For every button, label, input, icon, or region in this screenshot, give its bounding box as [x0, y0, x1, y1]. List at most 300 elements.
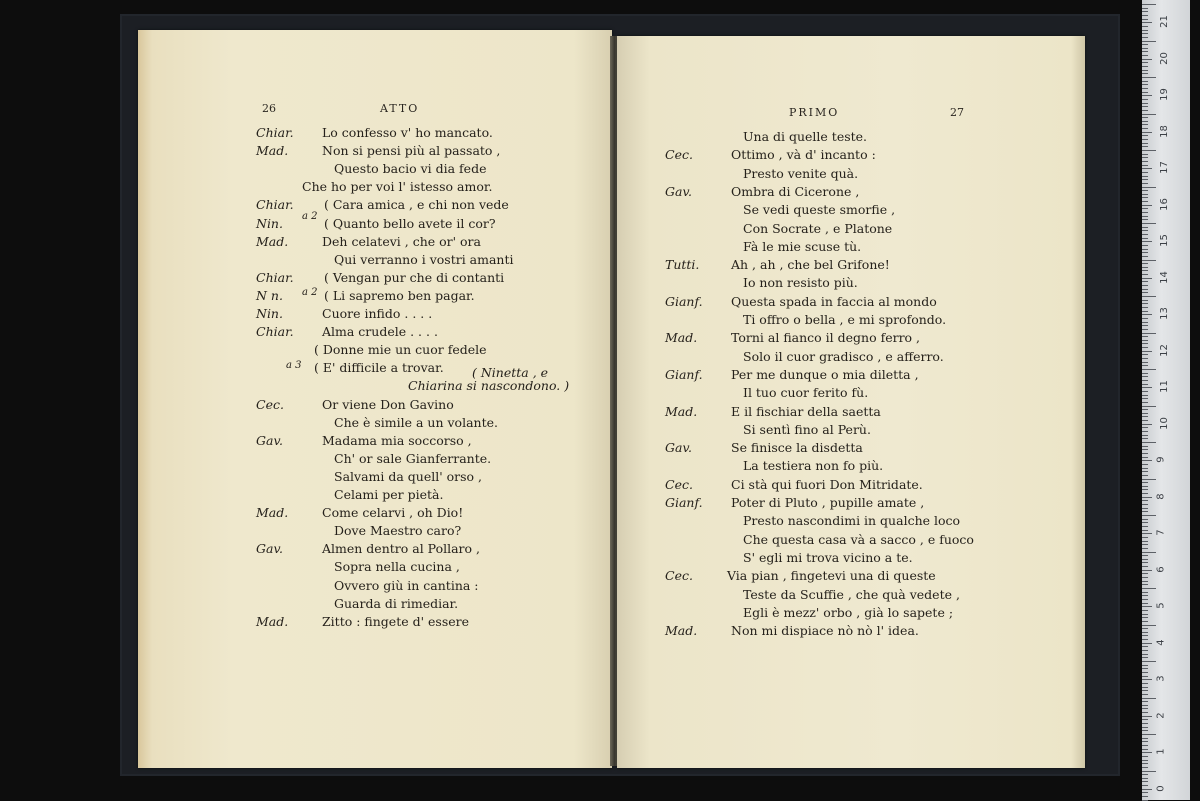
ruler-tick [1142, 219, 1148, 220]
ruler-tick [1142, 135, 1148, 136]
ruler-tick [1142, 238, 1148, 239]
verse-line: ( Cara amica , e chi non vede [324, 197, 509, 213]
ruler-tick [1142, 143, 1148, 144]
ruler-tick [1142, 190, 1148, 191]
ruler-tick [1142, 635, 1148, 636]
verse-line: Se finisce la disdetta [731, 440, 863, 456]
verse-line: Qui verranno i vostri amanti [334, 251, 514, 267]
speaker-label: Cec. [665, 568, 693, 584]
ruler-tick [1142, 603, 1148, 604]
ruler-tick [1142, 683, 1148, 684]
verse-line: Il tuo cuor ferito fù. [743, 385, 869, 401]
left-page [138, 30, 612, 768]
ruler-tick [1142, 256, 1148, 257]
ruler-tick [1142, 475, 1148, 476]
ruler-number: 6 [1155, 565, 1167, 573]
ruler-tick [1142, 431, 1148, 432]
ruler-tick [1142, 245, 1148, 246]
ruler-tick [1142, 599, 1148, 600]
ruler-tick [1142, 387, 1152, 388]
ruler-tick [1142, 625, 1156, 626]
verse-line: ( E' difficile a trovar. [314, 360, 444, 376]
speaker-label: Cec. [665, 476, 693, 492]
ruler-tick [1142, 223, 1156, 224]
ruler-tick [1142, 406, 1156, 407]
ruler-tick [1142, 128, 1148, 129]
right-page [617, 36, 1085, 768]
ruler-tick [1142, 62, 1148, 63]
ruler-tick [1142, 380, 1148, 381]
ruler-tick [1142, 168, 1152, 169]
ruler-tick [1142, 73, 1148, 74]
ruler-tick [1142, 260, 1156, 261]
ruler-tick [1142, 230, 1148, 231]
ruler-tick [1142, 241, 1152, 242]
speaker-label: Gav. [665, 183, 692, 199]
ruler-tick [1142, 657, 1148, 658]
ruler-tick [1142, 59, 1152, 60]
ruler-tick [1142, 22, 1152, 23]
ruler-tick [1142, 745, 1148, 746]
speaker-label: Tutti. [665, 257, 700, 273]
ruler-tick [1142, 95, 1152, 96]
ruler-tick [1142, 8, 1148, 9]
ruler-number: 13 [1158, 307, 1170, 320]
ruler-tick [1142, 497, 1152, 498]
ruler-tick [1142, 70, 1148, 71]
speaker-label: Chiar. [256, 197, 294, 213]
verse-line: Non si pensi più al passato , [322, 143, 501, 159]
ruler-tick [1142, 77, 1156, 78]
ruler-tick [1142, 325, 1148, 326]
ruler-tick [1142, 402, 1148, 403]
ruler-tick [1142, 661, 1156, 662]
ruler-tick [1142, 132, 1152, 133]
ruler-tick [1142, 307, 1148, 308]
ruler-tick [1142, 573, 1148, 574]
ruler-tick [1142, 716, 1152, 717]
verse-line: Dove Maestro caro? [334, 523, 462, 539]
ruler-tick [1142, 216, 1148, 217]
ruler-tick [1142, 205, 1152, 206]
ruler-tick [1142, 303, 1148, 304]
ruler-number: 4 [1155, 638, 1167, 646]
verse-line: Per me dunque o mia diletta , [731, 366, 919, 382]
verse-line: Celami per pietà. [334, 487, 444, 502]
ruler-tick [1142, 650, 1148, 651]
ruler-number: 19 [1158, 88, 1170, 101]
ruler-number: 1 [1155, 748, 1167, 755]
ruler-number: 8 [1155, 492, 1167, 500]
verse-line: Se vedi queste smorfie , [743, 202, 896, 218]
ruler-tick [1142, 249, 1148, 250]
ruler-tick [1142, 610, 1148, 611]
ruler-tick [1142, 727, 1148, 728]
ruler-tick [1142, 285, 1148, 286]
ruler-tick [1142, 581, 1148, 582]
ruler-tick [1142, 161, 1148, 162]
ruler-tick [1142, 4, 1156, 5]
ruler-tick [1142, 479, 1156, 480]
ruler-tick [1142, 157, 1148, 158]
verse-line: Una di quelle teste. [743, 129, 868, 144]
ruler-tick [1142, 420, 1148, 421]
ruler-tick [1142, 446, 1148, 447]
speaker-label: Mad. [665, 623, 698, 639]
ruler-number: 16 [1158, 197, 1170, 211]
ruler-tick [1142, 48, 1148, 49]
ruler-tick [1142, 741, 1148, 742]
speaker-label: Gianf. [665, 293, 703, 309]
ruler-tick [1142, 544, 1148, 545]
ruler-tick [1142, 588, 1156, 589]
ruler-tick [1142, 343, 1148, 344]
verse-line: Questa spada in faccia al mondo [731, 293, 937, 309]
ruler-tick [1142, 460, 1152, 461]
ruler-number: 7 [1155, 529, 1167, 536]
ruler-tick [1142, 471, 1148, 472]
ruler-tick [1142, 333, 1156, 334]
speaker-label: Gianf. [665, 366, 703, 382]
verse-line: Ti offro o bella , e mi sprofondo. [743, 312, 947, 327]
ruler-tick [1142, 792, 1148, 793]
verse-line: ( Vengan pur che di contanti [324, 269, 505, 285]
ruler-tick [1142, 785, 1148, 786]
ruler-tick [1142, 424, 1152, 425]
ruler-number: 12 [1158, 343, 1170, 357]
speaker-label: Cec. [665, 147, 693, 163]
ruler-tick [1142, 489, 1148, 490]
ruler-tick [1142, 767, 1148, 768]
ruler-tick [1142, 409, 1148, 410]
ruler-tick [1142, 336, 1148, 337]
ruler-tick [1142, 449, 1148, 450]
ruler-number: 10 [1158, 416, 1170, 430]
ruler-tick [1142, 318, 1148, 319]
verse-line: Presto venite quà. [743, 165, 859, 181]
ruler-tick [1142, 165, 1148, 166]
ruler-tick [1142, 30, 1148, 31]
ruler-tick [1142, 26, 1148, 27]
verse-line: Si sentì fino al Perù. [743, 421, 871, 437]
ruler-tick [1142, 66, 1148, 67]
ruler-tick [1142, 646, 1148, 647]
ruler-tick [1142, 504, 1148, 505]
ruler-tick [1142, 515, 1156, 516]
ruler-tick [1142, 201, 1148, 202]
verse-line: Ci stà qui fuori Don Mitridate. [731, 476, 923, 492]
ruler-tick [1142, 592, 1148, 593]
speaker-label: Mad. [665, 330, 698, 346]
ruler-tick [1142, 632, 1148, 633]
ruler-tick [1142, 252, 1148, 253]
verse-line: Io non resisto più. [743, 275, 858, 291]
ruler-tick [1142, 719, 1148, 720]
ruler-tick [1142, 617, 1148, 618]
ruler-tick [1142, 44, 1148, 45]
ruler-tick [1142, 416, 1148, 417]
ruler-tick [1142, 763, 1148, 764]
speaker-label: Nin. [256, 306, 283, 321]
ruler-tick [1142, 150, 1156, 151]
ruler-tick [1142, 41, 1156, 42]
verse-line: Deh celatevi , che or' ora [322, 233, 481, 249]
ruler-tick [1142, 234, 1148, 235]
verse-line: Almen dentro al Pollaro , [322, 541, 480, 557]
ruler-tick [1142, 376, 1148, 377]
verse-line: Come celarvi , oh Dio! [322, 505, 464, 521]
ruler-tick [1142, 526, 1148, 527]
ruler-tick [1142, 311, 1148, 312]
verse-line: Alma crudele . . . . [322, 324, 438, 340]
verse-line: Con Socrate , e Platone [743, 220, 893, 236]
ruler-tick [1142, 698, 1156, 699]
verse-line: Presto nascondimi in qualche loco [743, 513, 961, 529]
ruler-tick [1142, 639, 1148, 640]
ruler-tick [1142, 577, 1148, 578]
ruler-tick [1142, 314, 1152, 315]
ruler-tick [1142, 723, 1148, 724]
ruler-tick [1142, 676, 1148, 677]
right-page-header: PRIMO [789, 106, 840, 119]
speaker-label: Gav. [665, 440, 692, 456]
ruler-tick [1142, 438, 1148, 439]
ruler-tick [1142, 92, 1148, 93]
ruler-number: 14 [1158, 270, 1170, 284]
verse-line: Ottimo , và d' incanto : [731, 147, 876, 163]
left-page-number: 26 [262, 102, 276, 115]
ruler-tick [1142, 595, 1148, 596]
speaker-label: Mad. [256, 143, 289, 159]
speaker-label: Gav. [256, 541, 283, 557]
ruler-number: 5 [1155, 602, 1167, 609]
verse-line: Solo il cuor gradisco , e afferro. [743, 348, 944, 364]
verse-line: Madama mia soccorso , [322, 432, 472, 448]
ruler-tick [1142, 548, 1148, 549]
ruler-tick [1142, 672, 1148, 673]
ruler-tick [1142, 468, 1148, 469]
ruler-tick [1142, 628, 1148, 629]
ruler-tick [1142, 413, 1148, 414]
ruler-tick [1142, 457, 1148, 458]
verse-line: Chiarina si nascondono. ) [408, 378, 570, 394]
verse-line: Che è simile a un volante. [334, 414, 498, 430]
ruler-tick [1142, 340, 1148, 341]
ruler-tick [1142, 11, 1148, 12]
ruler-tick [1142, 15, 1148, 16]
ruler-tick [1142, 665, 1148, 666]
ruler-tick [1142, 533, 1152, 534]
ruler-number: 0 [1155, 784, 1167, 792]
a2-mark-1: a 2 [302, 211, 318, 222]
ruler-tick [1142, 789, 1152, 790]
ruler-tick [1142, 511, 1148, 512]
ruler-tick [1142, 679, 1152, 680]
ruler-tick [1142, 621, 1148, 622]
ruler-tick [1142, 705, 1148, 706]
ruler-tick [1142, 117, 1148, 118]
verse-line: Torni al fianco il degno ferro , [731, 330, 921, 346]
ruler-tick [1142, 99, 1148, 100]
ruler-tick [1142, 289, 1148, 290]
ruler-tick [1142, 464, 1148, 465]
a3-mark: a 3 [286, 360, 302, 371]
verse-line: Teste da Scuffie , che quà vedete , [743, 586, 960, 602]
ruler-tick [1142, 212, 1148, 213]
ruler-tick [1142, 771, 1156, 772]
ruler-tick [1142, 274, 1148, 275]
ruler-tick [1142, 552, 1156, 553]
verse-line: Zitto : fingete d' essere [322, 613, 470, 629]
verse-line: Ombra di Cicerone , [731, 183, 860, 199]
ruler-number: 20 [1158, 51, 1170, 65]
ruler-tick [1142, 88, 1148, 89]
speaker-label: Chiar. [256, 269, 294, 285]
speaker-label: N n. [256, 287, 283, 303]
ruler-tick [1142, 493, 1148, 494]
ruler-tick [1142, 752, 1152, 753]
ruler-tick [1142, 183, 1148, 184]
ruler-tick [1142, 391, 1148, 392]
verse-line: Salvami da quell' orso , [334, 468, 483, 484]
ruler-tick [1142, 51, 1148, 52]
verse-line: S' egli mi trova vicino a te. [743, 549, 913, 565]
ruler-tick [1142, 712, 1148, 713]
ruler-tick [1142, 19, 1148, 20]
ruler-tick [1142, 114, 1156, 115]
ruler-number: 21 [1158, 15, 1170, 28]
ruler-tick [1142, 384, 1148, 385]
verse-line: E il fischiar della saetta [731, 403, 881, 419]
ruler-tick [1142, 519, 1148, 520]
ruler-tick [1142, 562, 1148, 563]
verse-line: Or viene Don Gavino [322, 396, 454, 412]
ruler-tick [1142, 774, 1148, 775]
ruler-tick [1142, 322, 1148, 323]
verse-line: Cuore infido . . . . [322, 306, 433, 321]
ruler-tick [1142, 537, 1148, 538]
ruler-tick [1142, 453, 1148, 454]
ruler-tick [1142, 172, 1148, 173]
ruler-tick [1142, 106, 1148, 107]
verse-line: Questo bacio vi dia fede [334, 161, 487, 177]
speaker-label: Mad. [256, 505, 289, 521]
ruler-tick [1142, 584, 1148, 585]
ruler-tick [1142, 139, 1148, 140]
ruler-tick [1142, 176, 1148, 177]
ruler-tick [1142, 555, 1148, 556]
verse-line: Che questa casa và a sacco , e fuoco [743, 531, 974, 547]
verse-line: Non mi dispiace nò nò l' idea. [731, 623, 919, 639]
ruler-tick [1142, 734, 1156, 735]
ruler-tick [1142, 614, 1148, 615]
ruler-tick [1142, 110, 1148, 111]
ruler-tick [1142, 668, 1148, 669]
ruler-tick [1142, 442, 1156, 443]
ruler-tick [1142, 281, 1148, 282]
speaker-label: Gianf. [665, 495, 703, 510]
ruler-tick [1142, 187, 1156, 188]
ruler-tick [1142, 329, 1148, 330]
ruler-tick [1142, 37, 1148, 38]
verse-line: Fà le mie scuse tù. [743, 238, 862, 254]
verse-line: ( Donne mie un cuor fedele [314, 342, 487, 358]
speaker-label: Nin. [256, 215, 283, 231]
stage-direction: ( Ninetta , e [472, 365, 549, 380]
ruler-tick [1142, 756, 1148, 757]
ruler-tick [1142, 121, 1148, 122]
ruler-number: 2 [1155, 711, 1167, 719]
verse-line: La testiera non fo più. [743, 458, 884, 474]
ruler-tick [1142, 362, 1148, 363]
ruler-tick [1142, 369, 1156, 370]
ruler-tick [1142, 570, 1152, 571]
left-page-header: ATTO [380, 102, 420, 115]
ruler-tick [1142, 124, 1148, 125]
ruler-tick [1142, 749, 1148, 750]
ruler-tick [1142, 270, 1148, 271]
verse-line: Via pian , fingetevi una di queste [727, 568, 936, 584]
verse-line: Ch' or sale Gianferrante. [334, 450, 492, 466]
verse-line: Poter di Pluto , pupille amate , [731, 495, 925, 510]
speaker-label: Cec. [256, 396, 284, 412]
ruler-tick [1142, 208, 1148, 209]
ruler-tick [1142, 292, 1148, 293]
ruler-tick [1142, 530, 1148, 531]
ruler-number: 9 [1155, 456, 1167, 463]
a2-mark-2: a 2 [302, 287, 318, 298]
ruler-tick [1142, 482, 1148, 483]
ruler-tick [1142, 55, 1148, 56]
speaker-label: Chiar. [256, 324, 294, 340]
ruler-tick [1142, 654, 1148, 655]
ruler-tick [1142, 179, 1148, 180]
ruler-tick [1142, 522, 1148, 523]
ruler-tick [1142, 781, 1148, 782]
speaker-label: Chiar. [256, 125, 294, 140]
ruler-tick [1142, 760, 1148, 761]
verse-line: Lo confesso v' ho mancato. [322, 125, 493, 140]
ruler-tick [1142, 194, 1148, 195]
ruler-tick [1142, 267, 1148, 268]
ruler-tick [1142, 81, 1148, 82]
speaker-label: Mad. [665, 403, 698, 419]
ruler-tick [1142, 84, 1148, 85]
ruler-tick [1142, 300, 1148, 301]
ruler-tick [1142, 566, 1148, 567]
ruler-tick [1142, 486, 1148, 487]
ruler-tick [1142, 358, 1148, 359]
verse-line: Ah , ah , che bel Grifone! [731, 257, 890, 273]
ruler-tick [1142, 687, 1148, 688]
ruler-tick [1142, 796, 1148, 797]
ruler-tick [1142, 197, 1148, 198]
ruler-tick [1142, 708, 1148, 709]
ruler-tick [1142, 730, 1148, 731]
verse-line: ( Li sapremo ben pagar. [324, 287, 475, 303]
ruler-tick [1142, 398, 1148, 399]
verse-line: Ovvero giù in cantina : [334, 577, 479, 593]
ruler-tick [1142, 227, 1148, 228]
speaker-label: Mad. [256, 233, 289, 249]
ruler-tick [1142, 694, 1148, 695]
verse-line: Che ho per voi l' istesso amor. [302, 179, 493, 195]
right-page-number: 27 [950, 106, 964, 119]
ruler-tick [1142, 690, 1148, 691]
verse-line: Egli è mezz' orbo , già lo sapete ; [743, 604, 954, 620]
ruler-tick [1142, 738, 1148, 739]
ruler-tick [1142, 146, 1148, 147]
